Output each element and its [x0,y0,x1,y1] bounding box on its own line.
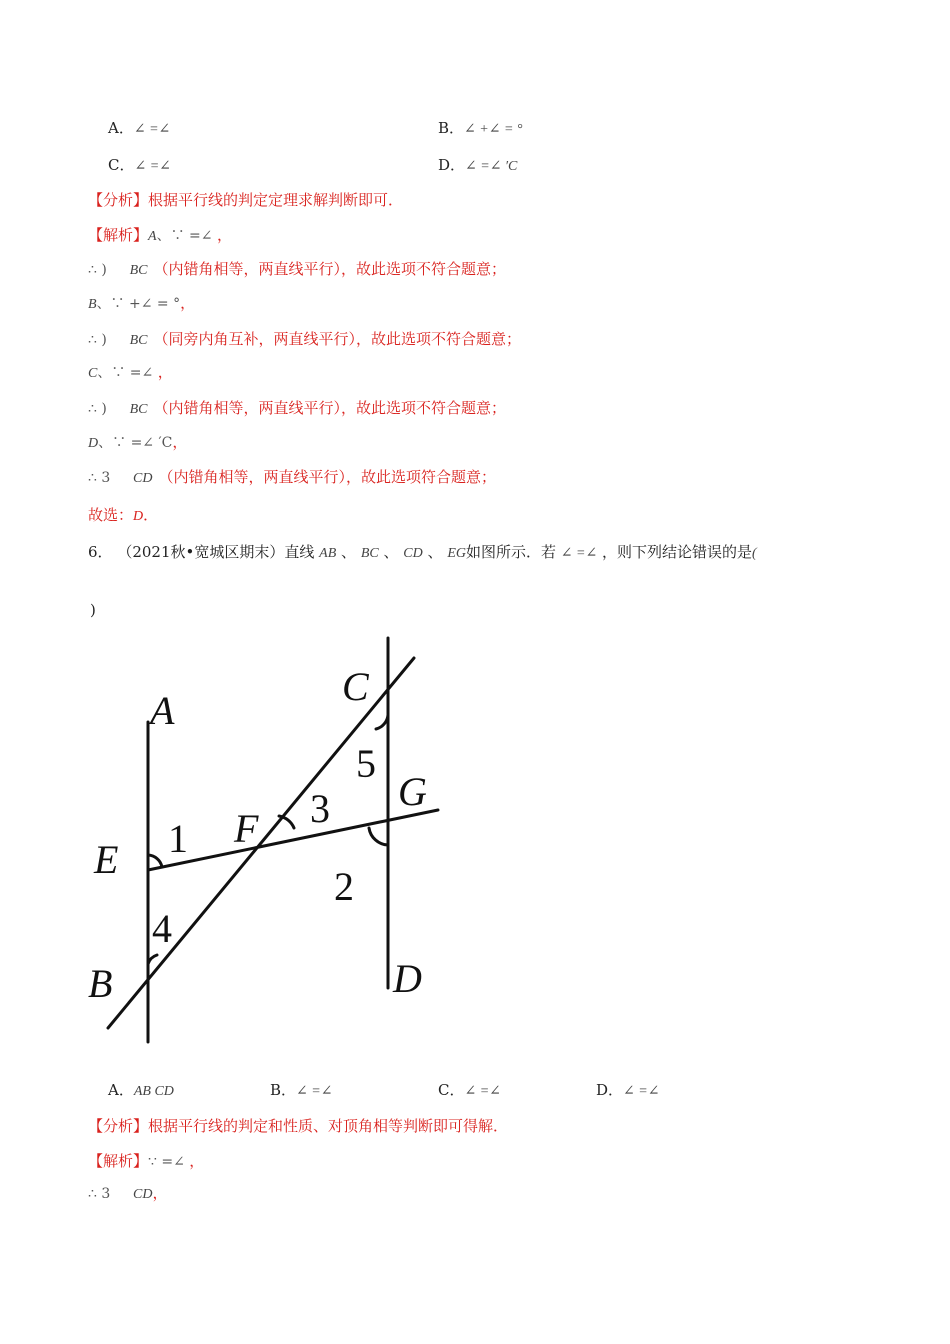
question-source: （2021秋•宽城区期末）直线 [117,543,315,561]
open-paren: ( [752,546,757,561]
q5-answer [88,505,158,527]
point-label-b: B [88,961,113,1006]
line-mid: BC [129,333,148,348]
angle-arc-1 [148,855,162,867]
line-name-ab: AB [319,546,337,561]
line-tail: ， [157,363,173,381]
option-math: ∠ +∠ = ° [464,122,523,137]
line-head: ∴ ) [88,401,107,417]
line-head: C [88,366,98,381]
angle-label-2: 2 [334,864,354,909]
line-mid: CD [133,471,153,486]
question-condition: ∠ =∠ [560,546,598,561]
angle-label-4: 4 [152,906,172,951]
point-label-a: A [150,688,175,733]
line-name-bc: BC [360,546,379,561]
option-label: D． [596,1081,624,1099]
analysis-tag: 【分析】 [88,1117,149,1135]
line-head: A [148,229,157,244]
option-math: ∠ =∠ [623,1084,660,1099]
q6-figure [80,630,460,1050]
q6-solution-line-1 [88,1151,204,1172]
angle-arc-2 [369,828,388,845]
option-label: A． [108,119,134,137]
q5-analysis [88,190,403,210]
point-label-c: C [342,664,369,709]
option-label: A． [108,1081,134,1099]
solution-tag: 【解析】 [88,226,149,244]
line-tail: （同旁内角互补，两直线平行），故此选项不符合题意； [153,330,522,348]
solution-math: ∵ =∠ [148,1154,190,1170]
option-label: B． [438,119,465,137]
point-label-f: F [234,806,259,851]
option-math: ∠ =∠ [134,159,171,174]
answer-value: D [133,509,144,524]
question-mid-text: 如图所示．若 [466,543,557,561]
q5-solution-line-7 [88,432,187,454]
line-mid: 、∵ =∠ [97,365,158,381]
q6-option-b [270,1080,332,1102]
question-number: 6． [88,543,113,561]
point-label-e: E [94,837,119,882]
option-math: ∠ =∠ [296,1084,333,1099]
option-label: C． [438,1081,465,1099]
angle-arc-5 [376,715,388,729]
analysis-text: 根据平行线的判定和性质、对顶角相等判断即可得解． [148,1117,509,1135]
line-eg [148,810,438,870]
q5-solution-line-4 [88,329,521,351]
option-math: ∠ =∠ [133,122,171,137]
q6-option-c [438,1080,501,1102]
analysis-text: 根据平行线的判定定理求解判断即可． [148,191,404,209]
q5-solution-line-6 [88,398,506,420]
q5-solution-line-2 [88,259,506,281]
line-head: ∴ ) [88,332,107,348]
q5-solution-line-3 [88,293,195,315]
angle-label-3: 3 [310,786,330,831]
separator: 、 [341,543,357,561]
q6-solution-line-2 [88,1183,168,1205]
solution-tail: ， [189,1152,205,1170]
q5-option-d [438,155,517,177]
line-head: ∴ ) [88,262,107,278]
q6-close-paren: ) [90,601,96,619]
separator: 、 [383,543,399,561]
option-math: ∠ =∠ ′C [465,159,518,174]
q6-stem [88,542,757,564]
q5-solution-line-5 [88,362,173,384]
q6-option-a [108,1080,174,1102]
angle-arc-3 [279,816,294,828]
line-tail: （内错角相等，两直线平行），故此选项符合题意； [158,468,497,486]
solution-math: CD [133,1187,153,1202]
answer-end: ． [143,506,159,524]
line-head: B [88,297,97,312]
option-math: ∠ =∠ [464,1084,501,1099]
option-label: C． [108,156,135,174]
line-mid: 、∵ =∠ ′C [98,435,173,451]
solution-tail: ， [152,1184,168,1202]
point-label-d: D [393,956,422,1001]
line-tail: （内错角相等，两直线平行），故此选项不符合题意； [153,399,507,417]
q5-option-a [108,118,170,140]
line-mid: BC [129,402,148,417]
line-head: D [88,436,99,451]
line-mid: 、∵ =∠ [156,228,217,244]
answer-prefix: 故选： [88,506,134,524]
line-tail: （内错角相等，两直线平行），故此选项不符合题意； [153,260,507,278]
question-end-text: ，则下列结论错误的是 [602,543,753,561]
line-head: ∴ 3 [88,470,111,486]
line-mid: BC [129,263,148,278]
line-name-cd: CD [403,546,423,561]
option-math: AB CD [133,1084,174,1099]
option-label: D． [438,156,466,174]
solution-tag: 【解析】 [88,1152,149,1170]
angle-label-5: 5 [356,741,376,786]
point-label-g: G [398,769,427,814]
line-tail: ， [216,226,232,244]
q6-option-d [596,1080,659,1102]
q5-option-b [438,118,523,140]
analysis-tag: 【分析】 [88,191,149,209]
q6-analysis [88,1116,508,1136]
line-tail: ， [172,433,188,451]
solution-head: ∴ 3 [88,1186,111,1202]
angle-label-1: 1 [168,816,188,861]
line-name-eg: EG [447,546,466,561]
q5-solution-line-1 [88,225,232,247]
separator: 、 [427,543,443,561]
line-mid: 、∵ +∠ = ° [96,296,181,312]
q5-solution-line-8 [88,467,496,489]
line-tail: ， [180,294,196,312]
option-label: B． [270,1081,297,1099]
q5-option-c [108,155,171,177]
